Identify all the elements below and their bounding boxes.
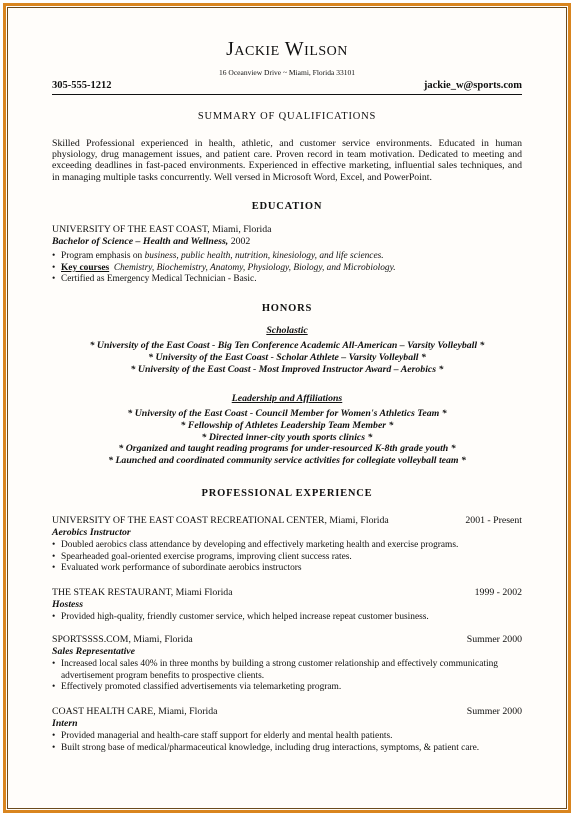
scholastic-subhead: Scholastic xyxy=(266,325,308,336)
job-role: Aerobics Instructor xyxy=(52,527,131,538)
job-date: Summer 2000 xyxy=(466,706,522,717)
honors-title: HONORS xyxy=(261,303,313,314)
list-item: • Built strong base of medical/pharmaceutical knowledge, including drug interactions, symptoms, & patient care. xyxy=(52,743,522,755)
list-item: * University of the East Coast - Big Ten Conference Academic All-American – Varsity Volleyball * xyxy=(89,340,485,351)
job-date: 1999 - 2002 xyxy=(474,587,522,598)
list-item: • Provided managerial and health-care staff support for elderly and mental health patients. xyxy=(52,731,522,743)
phone-number: 305-555-1212 xyxy=(52,80,112,91)
summary-text: Skilled Professional experienced in health, athletic, and customer service environments. Educated in human physiology, drug management issues, and patient care. Proven record in team motivation. Dedicated to meeting and exceeding deadlines in fast-paced environments. Experienced in effective marketing, influential sales techniques, and in managing multiple tasks concurrently. Well versed in Microsoft Word, Excel, and PowerPoint. xyxy=(52,138,522,183)
resume-name: Jackie Wilson xyxy=(226,38,348,60)
job-employer: SPORTSSSS.COM, Miami, Florida Summer 2000 xyxy=(52,634,522,645)
job-bullets xyxy=(52,612,522,624)
scholastic-list xyxy=(52,340,522,375)
education-degree-line xyxy=(52,236,522,248)
education-school: UNIVERSITY OF THE EAST COAST, Miami, Florida xyxy=(52,224,272,235)
list-item: • Certified as Emergency Medical Technician - Basic. xyxy=(52,274,522,286)
education-title: EDUCATION xyxy=(251,201,323,212)
list-item: • Provided high-quality, friendly customer service, which helped increase repeat customer business. xyxy=(52,612,522,624)
job-bullets xyxy=(52,659,522,694)
leadership-subhead: Leadership and Affiliations xyxy=(231,393,343,404)
education-bullets xyxy=(52,251,522,286)
list-item: • Doubled aerobics class attendance by developing and effectively marketing health and exercise programs. xyxy=(52,540,522,552)
list-item: * University of the East Coast - Council Member for Women's Athletics Team * xyxy=(127,408,447,419)
list-item: • Program emphasis on business, public health, nutrition, kinesiology, and life sciences. xyxy=(52,251,522,263)
job-bullets xyxy=(52,731,522,754)
list-item: * Organized and taught reading programs for under-resourced K-8th grade youth * xyxy=(118,443,456,455)
summary-title: SUMMARY OF QUALIFICATIONS xyxy=(197,111,377,122)
list-item: * Directed inner-city youth sports clinics * xyxy=(201,431,373,443)
list-item: * University of the East Coast - Most Improved Instructor Award – Aerobics * xyxy=(130,363,444,375)
list-item: * University of the East Coast - Scholar Athlete – Varsity Volleyball * xyxy=(148,351,426,363)
job-employer: COAST HEALTH CARE, Miami, Florida Summer 2000 xyxy=(52,706,522,717)
job-employer: THE STEAK RESTAURANT, Miami Florida 1999 - 2002 xyxy=(52,587,522,598)
resume-address: 16 Oceanview Drive ~ Miami, Florida 33101 xyxy=(219,68,355,77)
list-item: • Effectively promoted classified advertisements via telemarketing program. xyxy=(52,682,522,694)
list-item: • Evaluated work performance of subordinate aerobics instructors xyxy=(52,563,522,575)
list-item: • Spearheaded goal-oriented exercise programs, improving client success rates. xyxy=(52,552,522,564)
job-date: 2001 - Present xyxy=(465,515,522,526)
job-role: Intern xyxy=(52,718,78,729)
education-year: 2002 xyxy=(230,236,251,247)
list-item: • Increased local sales 40% in three months by building a strong customer relationship and effectively communicating advertisement program benefits to prospective clients. xyxy=(52,659,522,682)
job-role: Sales Representative xyxy=(52,646,135,657)
education-degree: Bachelor of Science – Health and Wellness, xyxy=(52,236,229,247)
list-item: * Fellowship of Athletes Leadership Team Member * xyxy=(180,419,394,431)
list-item: * Launched and coordinated community service activities for collegiate volleyball team * xyxy=(108,455,466,467)
list-item: • Key courses Chemistry, Biochemistry, Anatomy, Physiology, Biology, and Microbiology. xyxy=(52,263,522,275)
leadership-list xyxy=(52,408,522,467)
job-role: Hostess xyxy=(52,599,84,610)
job-employer: UNIVERSITY OF THE EAST COAST RECREATIONAL CENTER, Miami, Florida 2001 - Present xyxy=(52,515,522,526)
experience-title: PROFESSIONAL EXPERIENCE xyxy=(201,488,373,499)
header-rule xyxy=(52,94,522,95)
email-address: jackie_w@sports.com xyxy=(423,80,522,91)
job-date: Summer 2000 xyxy=(466,634,522,645)
job-bullets xyxy=(52,540,522,575)
